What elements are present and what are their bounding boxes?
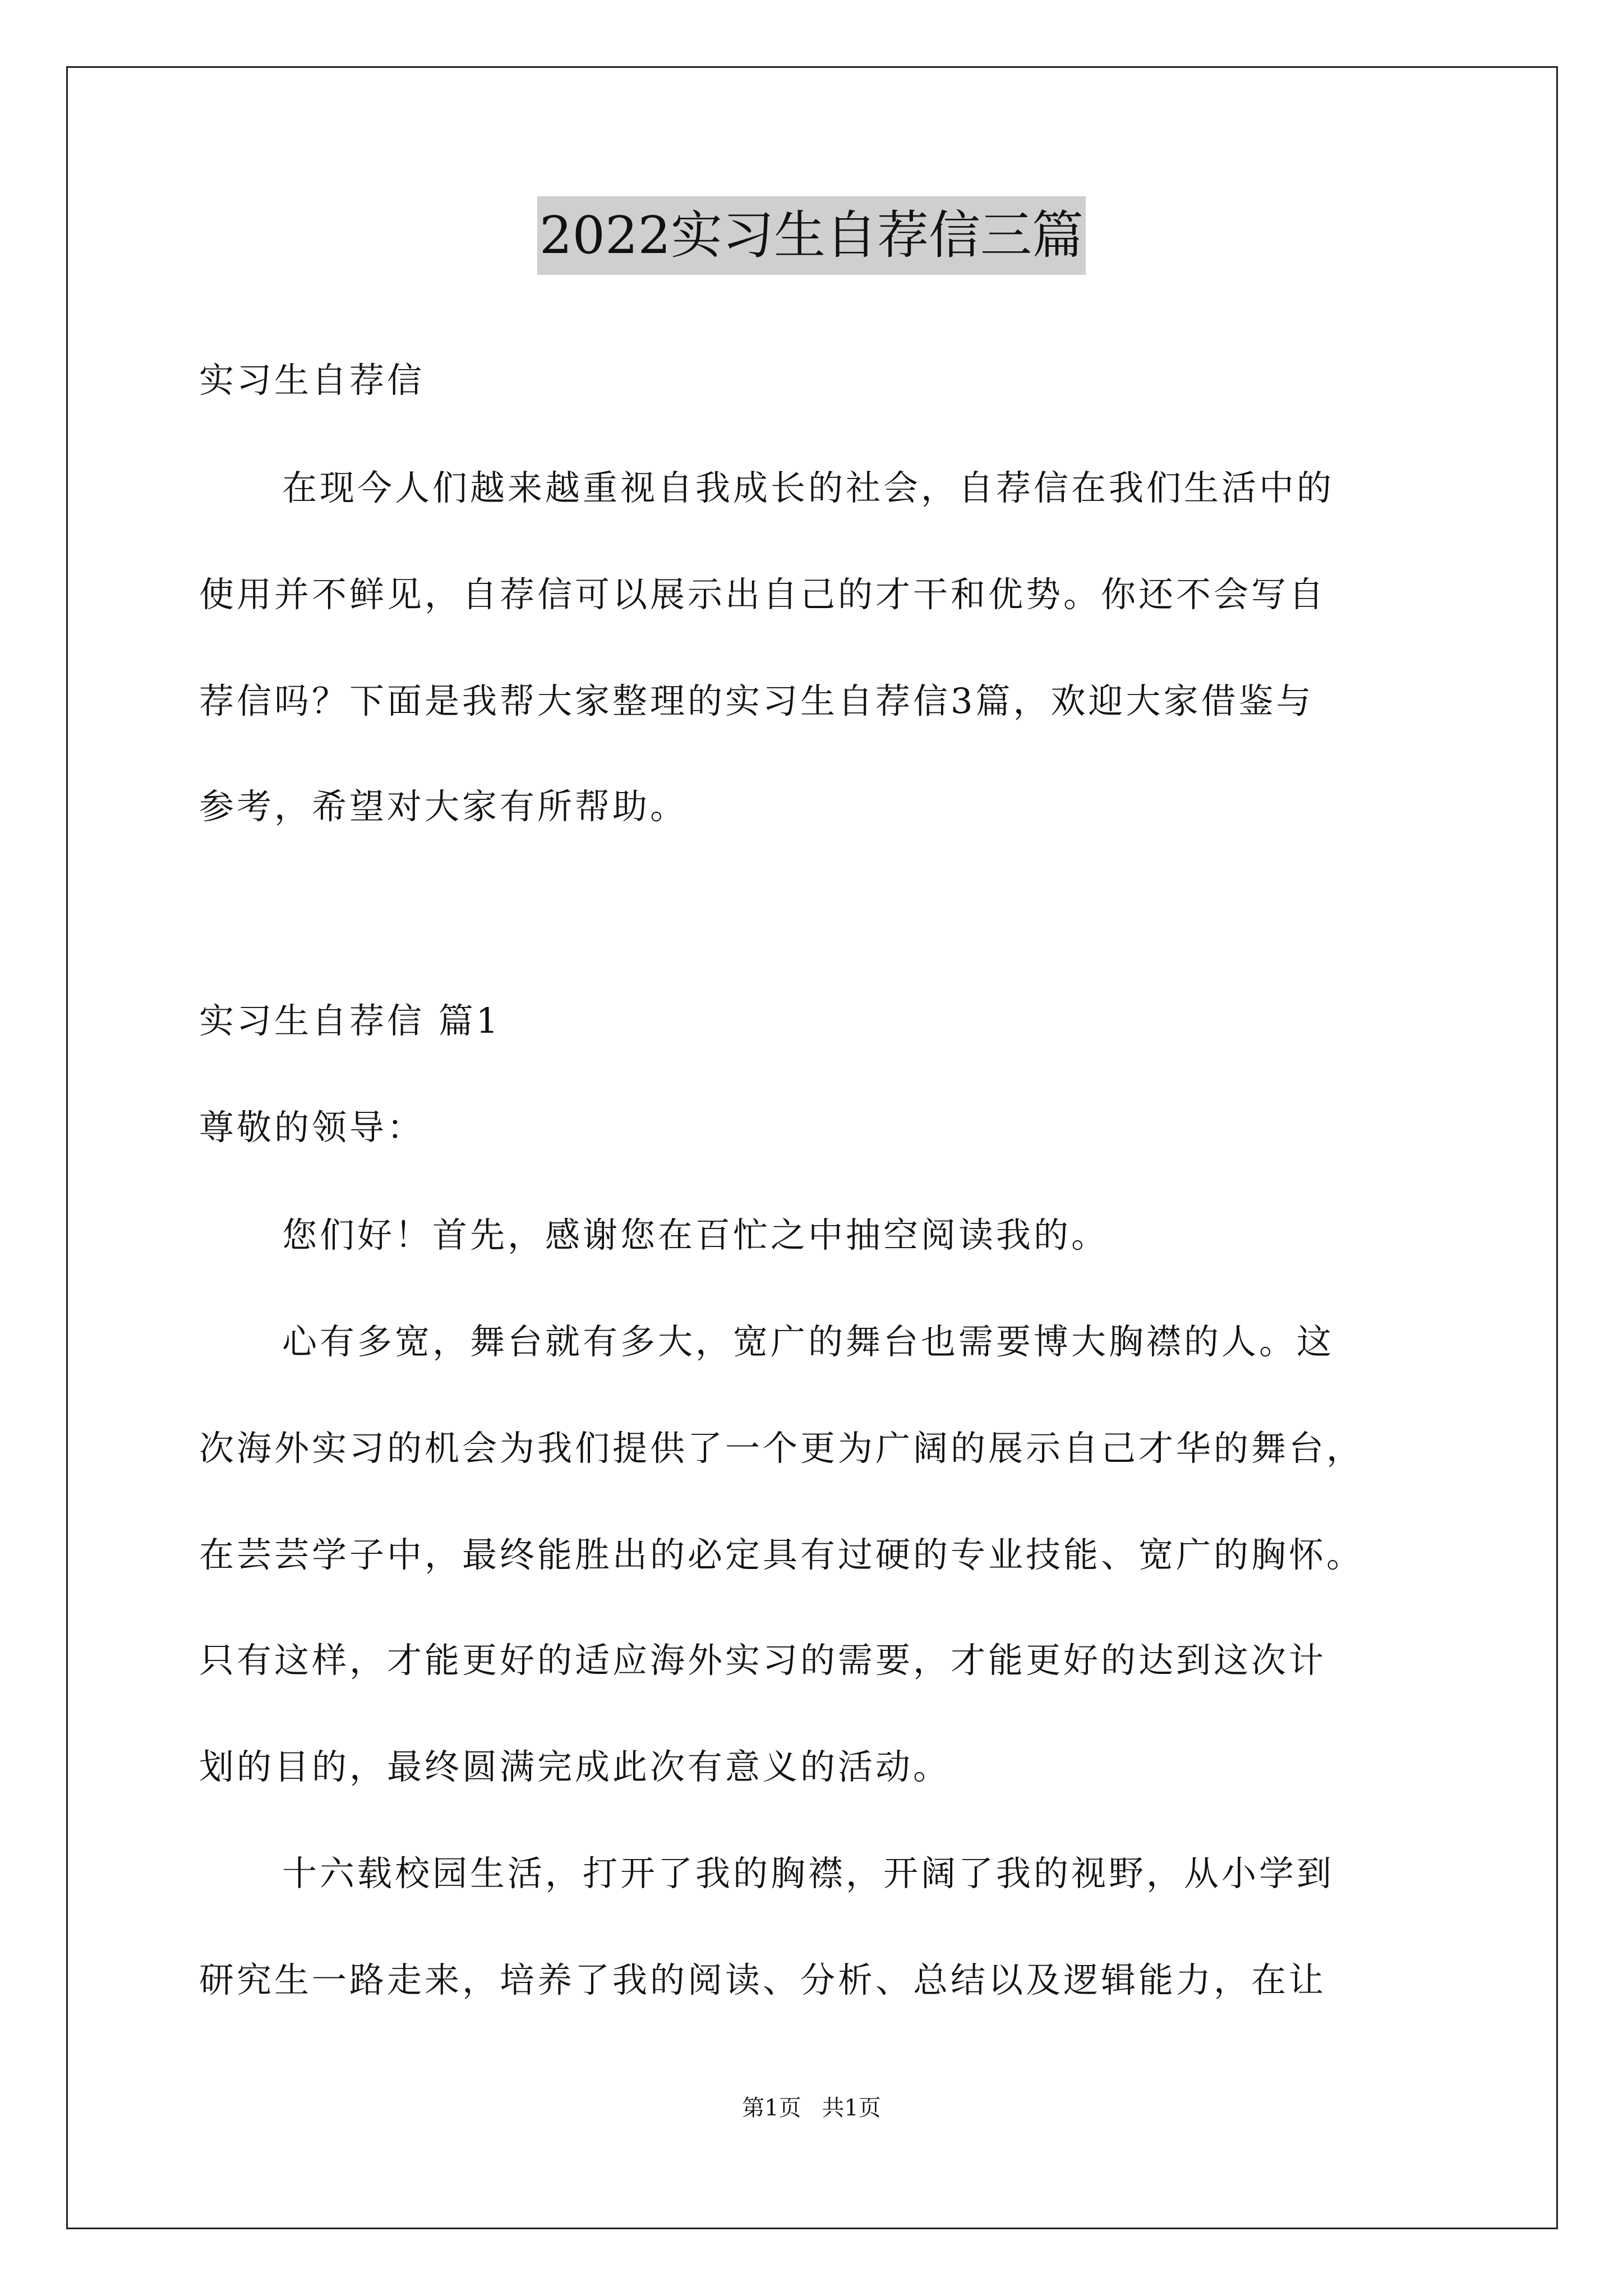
paragraph-line: 次海外实习的机会为我们提供了一个更为广阔的展示自己才华的舞台， <box>199 1428 1364 1469</box>
paragraph-line: 使用并不鲜见，自荐信可以展示出自己的才干和优势。你还不会写自 <box>199 574 1327 615</box>
title-container <box>0 196 1623 275</box>
salutation: 尊敬的领导： <box>199 1107 425 1148</box>
paragraph-line: 在现今人们越来越重视自我成长的社会，自荐信在我们生活中的 <box>282 467 1335 508</box>
section-heading: 实习生自荐信 篇1 <box>199 1000 501 1041</box>
paragraph-line: 您们好！首先，感谢您在百忙之中抽空阅读我的。 <box>282 1214 1109 1255</box>
document-title: 2022实习生自荐信三篇 <box>537 196 1086 275</box>
paragraph-line: 心有多宽，舞台就有多大，宽广的舞台也需要博大胸襟的人。这 <box>282 1321 1335 1362</box>
page-number-current: 第1页 <box>742 2095 801 2121</box>
page-footer <box>0 2092 1623 2124</box>
section-heading: 实习生自荐信 <box>199 360 425 401</box>
paragraph-line: 在芸芸学子中，最终能胜出的必定具有过硬的专业技能、宽广的胸怀。 <box>199 1534 1364 1575</box>
paragraph-line: 只有这样，才能更好的适应海外实习的需要，才能更好的达到这次计 <box>199 1640 1327 1681</box>
paragraph-line: 荐信吗？下面是我帮大家整理的实习生自荐信3篇，欢迎大家借鉴与 <box>199 680 1314 721</box>
paragraph-line: 研究生一路走来，培养了我的阅读、分析、总结以及逻辑能力，在让 <box>199 1959 1327 2000</box>
paragraph-line: 十六载校园生活，打开了我的胸襟，开阔了我的视野，从小学到 <box>282 1853 1335 1894</box>
page-number-total: 共1页 <box>822 2095 881 2121</box>
paragraph-line: 参考，希望对大家有所帮助。 <box>199 786 688 827</box>
paragraph-line: 划的目的，最终圆满完成此次有意义的活动。 <box>199 1746 951 1787</box>
